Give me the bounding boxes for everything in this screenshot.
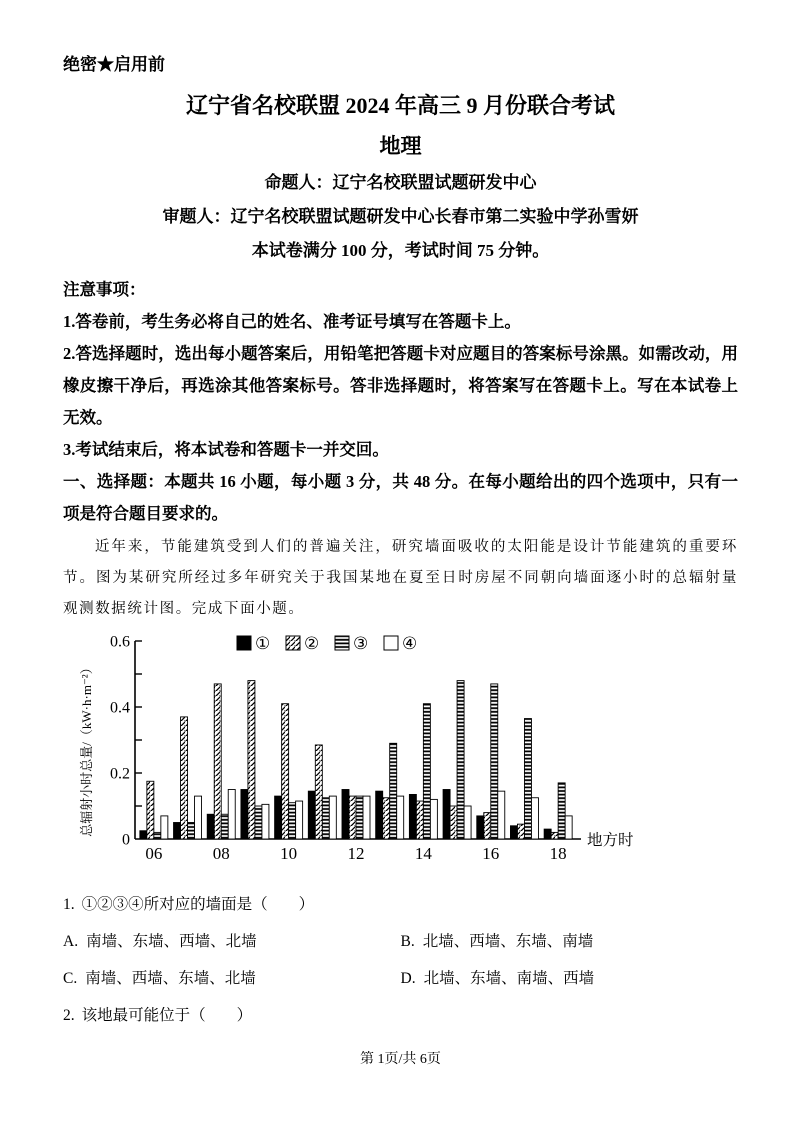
svg-text:08: 08 [212,844,230,863]
svg-text:10: 10 [280,844,298,863]
option-label: A. [63,933,79,950]
question-2-stem [63,997,738,1034]
option-c [63,960,401,997]
radiation-chart [75,631,738,886]
question-passage: 近年来，节能建筑受到人们的普遍关注，研究墙面吸收的太阳能是设计节能建筑的重要环节。图为某研究所经过多年研究关于我国某地在夏至日时房屋不同朝向墙面逐小时的总辐射量观测数据统计图。完成下面小题。 [63,539,738,617]
svg-text:14: 14 [414,844,432,863]
option-label: D. [400,970,416,987]
option-text: 南墙、西墙、东墙、北墙 [85,970,256,987]
exam-subject: 地理 [379,134,422,158]
question-2 [63,997,738,1034]
svg-text:②: ② [304,634,320,653]
option-text: 北墙、东墙、南墙、西墙 [423,970,595,987]
svg-text:地方时: 地方时 [587,832,633,849]
svg-text:0.6: 0.6 [110,633,130,651]
svg-text:16: 16 [482,844,500,863]
question-number: 1. [63,896,75,913]
svg-text:12: 12 [347,844,365,863]
question-number: 2. [63,1007,75,1024]
note-item-1: 1.答卷前，考生务必将自己的姓名、准考证号填写在答题卡上。 [63,312,521,331]
classification-banner: 绝密★启用前 [63,55,165,74]
exam-title: 辽宁省名校联盟 2024 年高三 9 月份联合考试 [185,93,615,118]
notes-heading: 注意事项： [63,280,146,299]
setter-line: 命题人：辽宁名校联盟试题研发中心 [264,173,537,192]
option-text: 南墙、东墙、西墙、北墙 [86,933,257,950]
svg-text:总辐射小时总量/（kW·h·m⁻²）: 总辐射小时总量/（kW·h·m⁻²） [79,661,94,837]
svg-text:④: ④ [402,634,418,653]
svg-text:18: 18 [549,844,567,863]
question-1 [63,886,738,997]
question-1-stem [63,886,738,923]
option-label: B. [400,933,415,950]
svg-text:0: 0 [122,831,130,849]
option-a [63,923,401,960]
svg-text:①: ① [255,634,271,653]
reviewer-line: 审题人：辽宁名校联盟试题研发中心长春市第二实验中学孙雪妍 [162,207,639,226]
option-label: C. [63,970,78,987]
svg-text:06: 06 [145,844,163,863]
exam-info-line: 本试卷满分 100 分，考试时间 75 分钟。 [251,241,550,260]
radiation-chart-svg [75,631,633,881]
question-1-options [63,923,738,997]
question-text: ①②③④所对应的墙面是（ ） [81,896,315,913]
option-text: 北墙、西墙、东墙、南墙 [422,933,594,950]
note-item-3: 3.考试结束后，将本试卷和答题卡一并交回。 [63,440,389,459]
svg-text:0.4: 0.4 [110,699,130,717]
svg-text:③: ③ [353,634,369,653]
option-b [401,923,739,960]
note-item-2: 2.答选择题时，选出每小题答案后，用铅笔把答题卡对应题目的答案标号涂黑。如需改动，用橡皮擦干净后，再选涂其他答案标号。答非选择题时，将答案写在答题卡上。写在本试卷上无效。 [63,344,738,427]
section-heading: 一、选择题：本题共 16 小题，每小题 3 分，共 48 分。在每小题给出的四个选项中，只有一项是符合题目要求的。 [63,472,738,523]
option-d [401,960,739,997]
svg-text:0.2: 0.2 [110,765,130,783]
question-text: 该地最可能位于（ ） [81,1007,253,1024]
page-number-footer: 第 1页/共 6页 [360,1052,441,1067]
